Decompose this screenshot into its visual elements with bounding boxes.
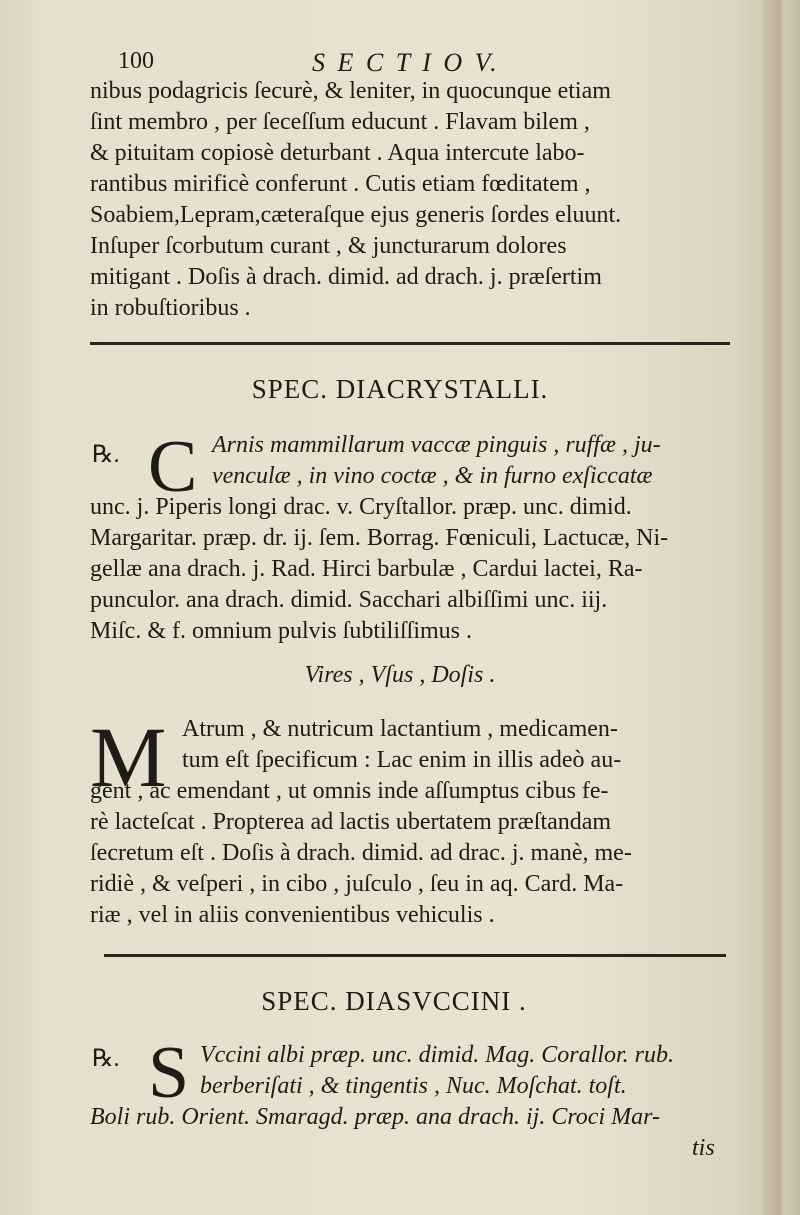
recipe-line: Miſc. & f. omnium pulvis ſubtiliſſimus . bbox=[90, 618, 473, 644]
recipe-line: Arnis mammillarum vaccæ pinguis , ruffæ , ju- bbox=[212, 432, 661, 458]
page-gutter bbox=[762, 0, 800, 1215]
recipe-line: berberiſati , & tingentis , Nuc. Moſchat. toſt. bbox=[200, 1073, 627, 1099]
text-line: rè lacteſcat . Propterea ad lactis ubertatem præſtandam bbox=[90, 809, 612, 835]
text-line: rantibus mirificè conferunt . Cutis etiam fœditatem , bbox=[90, 171, 591, 197]
text-line: nibus podagricis ſecurè, & leniter, in quocunque etiam bbox=[90, 78, 611, 104]
recipe-line: punculor. ana drach. dimid. Sacchari albiſſimi unc. iij. bbox=[90, 587, 608, 613]
text-line: ſint membro , per ſeceſſum educunt . Flavam bilem , bbox=[90, 109, 590, 135]
recipe-line: Boli rub. Orient. Smaragd. præp. ana drach. ij. Croci Mar- bbox=[90, 1104, 660, 1130]
section-rule bbox=[90, 342, 730, 345]
recipe-line: venculæ , in vino coctæ , & in furno exſiccatæ bbox=[212, 463, 653, 489]
section-rule bbox=[104, 954, 726, 957]
section-title: SPEC. DIACRYSTALLI. bbox=[251, 374, 549, 404]
subsection-title: Vires , Vſus , Doſis . bbox=[304, 662, 496, 688]
drop-cap: M bbox=[90, 709, 167, 805]
page-number: 100 bbox=[118, 48, 154, 74]
recipe-line: Vccini albi præp. unc. dimid. Mag. Corallor. rub. bbox=[200, 1042, 674, 1068]
text-line: riæ , vel in aliis convenientibus vehiculis . bbox=[90, 902, 495, 928]
text-line: gent , ac emendant , ut omnis inde aſſumptus cibus fe- bbox=[90, 778, 609, 804]
recipe-line: gellæ ana drach. j. Rad. Hirci barbulæ , Cardui lactei, Ra- bbox=[90, 556, 643, 582]
running-head: S E C T I O V. bbox=[312, 48, 500, 77]
recipe-line: Margaritar. præp. dr. ij. ſem. Borrag. Fœniculi, Lactucæ, Ni- bbox=[90, 525, 669, 551]
drop-cap: S bbox=[148, 1032, 190, 1114]
section-title: SPEC. DIASVCCINI . bbox=[261, 986, 527, 1016]
text-line: Inſuper ſcorbutum curant , & juncturarum dolores bbox=[90, 233, 567, 259]
recipe-mark: ℞. bbox=[92, 1046, 120, 1072]
text-line: Atrum , & nutricum lactantium , medicamen- bbox=[182, 716, 618, 742]
text-line: & pituitam copiosè deturbant . Aqua intercute labo- bbox=[90, 140, 585, 166]
text-line: in robuſtioribus . bbox=[90, 295, 251, 321]
text-line: Soabiem,Lepram,cæteraſque ejus generis ſordes eluunt. bbox=[90, 202, 622, 228]
recipe-mark: ℞. bbox=[92, 442, 120, 468]
text-line: ſecretum eſt . Doſis à drach. dimid. ad drac. j. manè, me- bbox=[90, 840, 632, 866]
drop-cap: C bbox=[148, 426, 198, 508]
text-line: tum eſt ſpecificum : Lac enim in illis adeò au- bbox=[182, 747, 622, 773]
recipe-line: unc. j. Piperis longi drac. v. Cryſtallor. præp. unc. dimid. bbox=[90, 494, 632, 520]
text-line: ridiè , & veſperi , in cibo , juſculo , ſeu in aq. Card. Ma- bbox=[90, 871, 624, 897]
text-line: mitigant . Doſis à drach. dimid. ad drach. j. præſertim bbox=[90, 264, 602, 290]
catchword: tis bbox=[692, 1135, 715, 1161]
